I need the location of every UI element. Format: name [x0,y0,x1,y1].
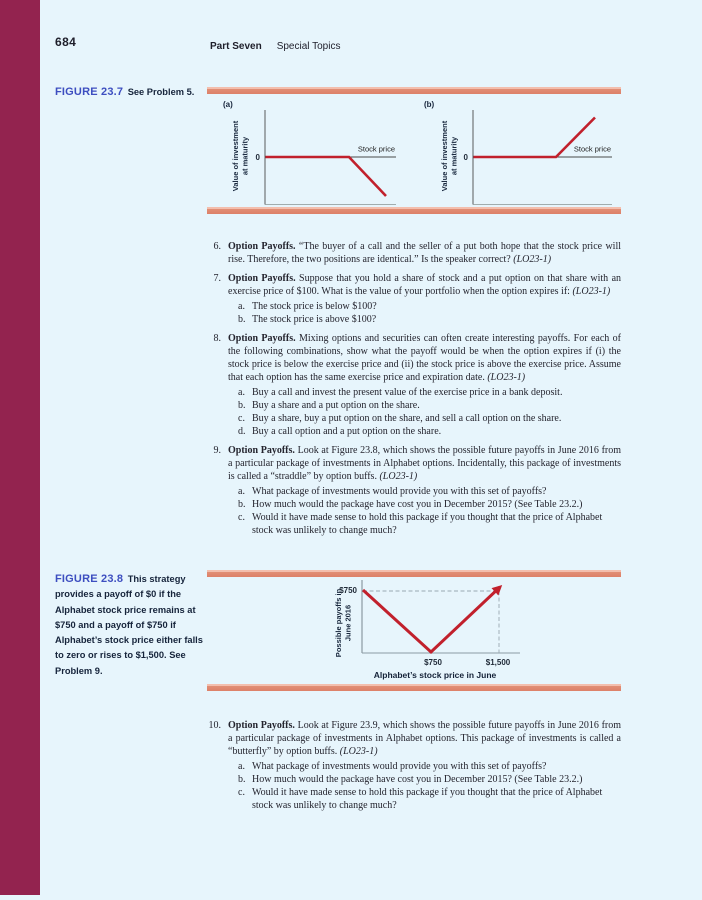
subitem [238,760,621,773]
figure-23-8-label: FIGURE 23.8 [55,573,124,585]
subitem [238,313,621,326]
subitem-text: The stock price is below $100? [252,301,377,312]
figure-23-7-caption [55,84,208,99]
subitem-letter: a. [238,301,245,312]
subitem-text: What package of investments would provide you with this set of payoffs? [252,761,547,772]
part-title: Special Topics [276,41,341,52]
problem-list [207,240,621,543]
y-tick-750: $750 [339,586,357,595]
subitem-text: Buy a share, buy a put option on the share, and sell a call option on the share. [252,413,562,424]
subitem-letter: c. [238,512,245,523]
panel-a-tag: (a) [223,100,233,109]
subitem-letter: c. [238,787,245,798]
subitem-letter: b. [238,499,246,510]
panel-a-y-axis-label: at maturity [240,136,250,176]
problem-subitems [228,485,621,537]
subitem-letter: b. [238,774,246,785]
y-axis-label: Possible payoffs in [334,588,343,658]
subitem-text: How much would the package have cost you in December 2015? (See Table 23.2.) [252,774,583,785]
subitem-text: What package of investments would provide you with this set of payoffs? [252,486,547,497]
problem-paragraph [228,719,621,758]
problem-lo: (LO23-1) [487,372,526,383]
subitem [238,425,621,438]
panel-b-y-axis-label: at maturity [449,136,459,176]
problem-body: Look at Figure 23.9, which shows the possible future payoffs in June 2016 from a particular package of investments in Alphabet options. This package of investments is called a “butterfly” by option buffs. [228,720,622,757]
problem-lo: (LO23-1) [513,254,552,265]
panel-b-zero-label: 0 [463,153,468,162]
subitem-letter: a. [238,486,245,497]
subitem [238,786,621,812]
problem-title: Option Payoffs. [228,241,296,252]
problem-number: 9. [213,445,221,456]
problem-number: 6. [213,241,221,252]
panel-b-y-axis-label: Value of investment [440,120,449,192]
subitem-text: How much would the package have cost you in December 2015? (See Table 23.2.) [252,499,583,510]
page-number: 684 [55,35,77,49]
subitem [238,399,621,412]
problem-paragraph [228,272,621,298]
problem-title: Option Payoffs. [228,720,295,731]
figure-23-7-see: See Problem 5. [127,87,195,97]
subitem [238,773,621,786]
subitem-letter: a. [238,387,245,398]
problem-number: 8. [213,333,221,344]
subitem-text: Buy a call and invest the present value of the exercise price in a bank deposit. [252,387,563,398]
problem-paragraph [228,240,621,266]
subitem-text: Would it have made sense to hold this package if you thought that the price of Alphabet stock was unlikely to change much? [252,787,603,811]
problem-10 [207,719,621,812]
subitem [238,300,621,313]
page-spine-bar [0,0,40,895]
problem-6 [207,240,621,266]
problem-paragraph [228,444,621,483]
problem-lo: (LO23-1) [379,471,418,482]
figure-23-7-chart [207,87,621,214]
figure-23-7-label: FIGURE 23.7 [55,86,124,98]
subitem [238,412,621,425]
problem-subitems [228,386,621,438]
figure-23-8-caption [55,571,208,678]
subitem [238,386,621,399]
subitem [238,511,621,537]
subitem-text: The stock price is above $100? [252,314,377,325]
subitem-letter: c. [238,413,245,424]
problem-lo: (LO23-1) [339,746,378,757]
problem-paragraph [228,332,621,384]
figure-23-7 [207,87,621,214]
panel-b-tag: (b) [424,100,435,109]
subitem-text: Buy a call option and a put option on the share. [252,426,442,437]
problem-subitems [228,300,621,326]
panel-b-x-axis-label: Stock price [573,144,611,154]
problem-list [207,719,621,818]
subitem-letter: b. [238,314,246,325]
subitem [238,498,621,511]
figure-23-8-caption-text: This strategy provides a payoff of $0 if the Alphabet stock price remains at $750 and a payoff of $750 if Alphabet’s stock price either falls to zero or rises to $1,500. See Problem 9. [55,574,203,676]
running-head [210,41,340,52]
part-label: Part Seven [210,41,262,52]
problem-7 [207,272,621,326]
panel-a-zero-label: 0 [255,153,260,162]
figure-23-8-chart [207,570,621,691]
problem-8 [207,332,621,438]
panel-a-y-axis-label: Value of investment [231,120,240,192]
problem-body: Mixing options and securities can often create interesting payoffs. For each of the following combinations, show what the payoff would be when the option expires if (i) the stock price is below the exercise price and (ii) the stock price is above the exercise price. Assume that each option has the same exercise price and expiration date. [228,333,622,383]
problem-title: Option Payoffs. [228,333,296,344]
problem-lo: (LO23-1) [572,286,611,297]
subitem [238,485,621,498]
x-tick-750: $750 [424,658,442,667]
subitem-letter: b. [238,400,246,411]
panel-a-x-axis-label: Stock price [357,144,395,154]
problem-subitems [228,760,621,812]
panel-a-payoff-line [266,157,387,196]
problem-body: Look at Figure 23.8, which shows the possible future payoffs in June 2016 from a particular package of investments in Alphabet options. Incidentally, this package of investments is called a “straddle” by option buffs. [228,445,622,482]
problem-number: 10. [208,720,221,731]
figure-23-8 [207,570,621,691]
x-axis-title: Alphabet’s stock price in June [373,670,497,680]
subitem-text: Buy a share and a put option on the share. [252,400,420,411]
problem-title: Option Payoffs. [228,273,296,284]
subitem-letter: a. [238,761,245,772]
problem-body: Suppose that you hold a share of stock and a put option on that share with an exercise price of $100. What is the value of your portfolio when the option expires if: [228,273,622,297]
x-tick-1500: $1,500 [485,658,511,667]
problem-body: “The buyer of a call and the seller of a put both hope that the stock price will rise. Therefore, the two positions are identical.” Is the speaker correct? [228,241,622,265]
problem-title: Option Payoffs. [228,445,295,456]
y-axis-label: June 2016 [343,604,353,642]
subitem-letter: d. [238,426,246,437]
problem-9 [207,444,621,537]
problem-number: 7. [213,273,221,284]
straddle-payoff-line [363,587,500,652]
subitem-text: Would it have made sense to hold this package if you thought that the price of Alphabet stock was unlikely to change much? [252,512,603,536]
